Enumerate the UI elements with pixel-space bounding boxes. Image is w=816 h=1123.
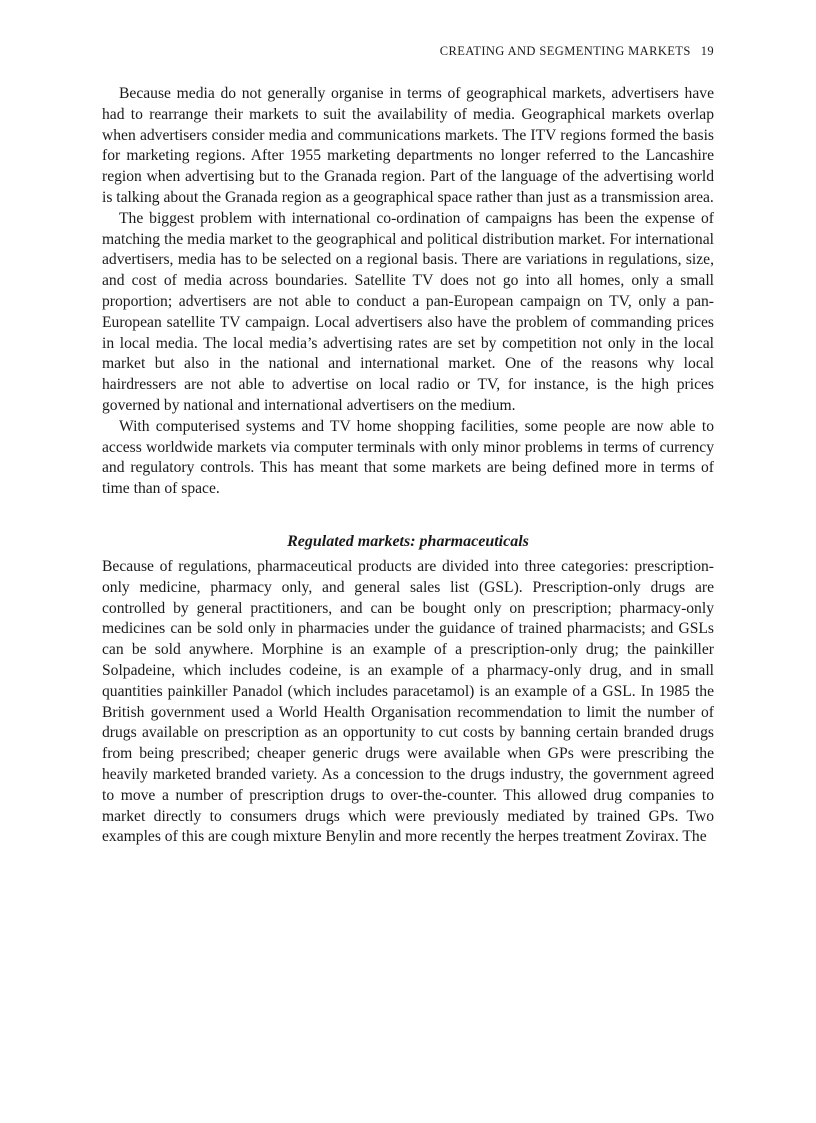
section-heading: Regulated markets: pharmaceuticals [287, 532, 529, 550]
running-head [440, 44, 714, 59]
page-number: 19 [700, 44, 714, 58]
paragraph-pharmaceutical-regulation: Because of regulations, pharmaceutical products are divided into three categories: prescription-only medicine, pharmacy only, and general sales list (GSL). Prescription-only drugs are controlled by general practitioners, and can be bought only on prescription; pharmacy-only medicines can be sold only in pharmacies under the guidance of trained pharmacists; and GSLs can be sold anywhere. Morphine is an example of a prescription-only drug; the painkiller Solpadeine, which includes codeine, is an example of a pharmacy-only drug, and in small quantities painkiller Panadol (which includes paracetamol) is an example of a GSL. In 1985 the British government used a World Health Organisation recommendation to limit the number of drugs available on prescription as an opportunity to cut costs by banning certain branded drugs from being prescribed; cheaper generic drugs were available when GPs were prescribing the heavily marketed branded variety. As a concession to the drugs industry, the government agreed to move a number of prescription drugs to over-the-counter. This allowed drug companies to market directly to consumers drugs which were previously mediated by trained GPs. Two examples of this are cough mixture Benylin and more recently the herpes treatment Zovirax. The [102, 557, 714, 846]
running-title: CREATING AND SEGMENTING MARKETS [439, 44, 691, 58]
body-text [102, 84, 714, 848]
paragraph-computerised-systems: With computerised systems and TV home shopping facilities, some people are now able to access worldwide markets via computer terminals with only minor problems in terms of currency and regulatory controls. This has meant that some markets are being defined more in terms of time than of space. [102, 417, 714, 498]
paragraph-international-coordination: The biggest problem with international co-ordination of campaigns has been the expense of matching the media market to the geographical and political distribution market. For international advertisers, media has to be selected on a regional basis. There are variations in regulations, size, and cost of media across boundaries. Satellite TV does not go into all homes, only a small proportion; advertisers are not able to conduct a pan-European campaign on TV, only a pan-European satellite TV campaign. Local advertisers also have the problem of commanding prices in local media. The local media’s advertising rates are set by competition not only in the local market but also in the national and international market. One of the reasons why local hairdressers are not able to advertise on local radio or TV, for instance, is the high prices governed by national and international advertisers on the medium. [102, 209, 714, 414]
paragraph-media-geography: Because media do not generally organise in terms of geographical markets, advertisers have had to rearrange their markets to suit the availability of media. Geographical markets overlap when advertisers consider media and communications markets. The ITV regions formed the basis for marketing regions. After 1955 marketing departments no longer referred to the Lancashire region when advertising but to the Granada region. Part of the language of the advertising world is talking about the Granada region as a geographical space rather than just as a transmission area. [102, 85, 714, 206]
